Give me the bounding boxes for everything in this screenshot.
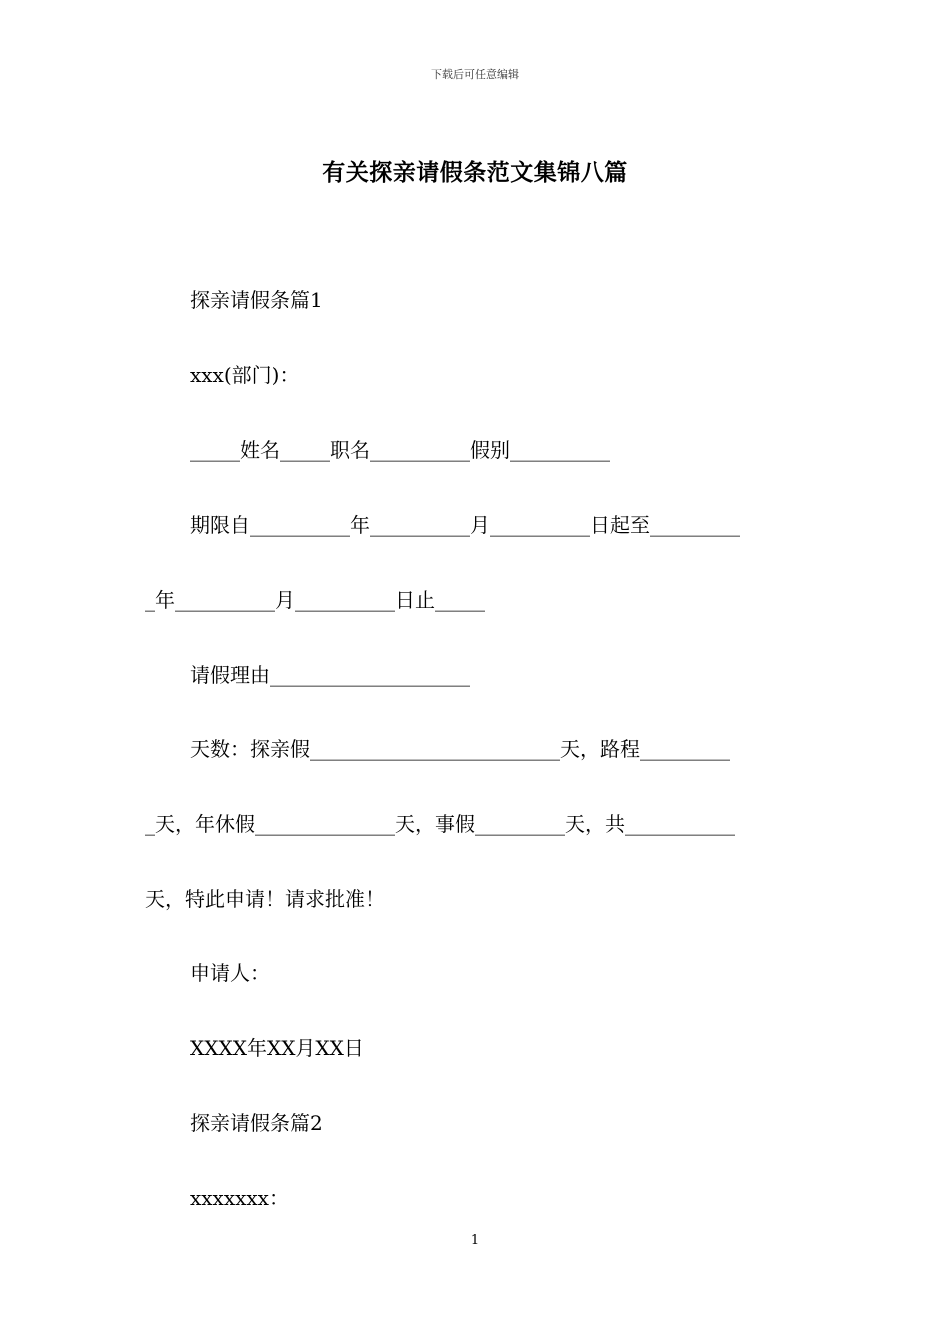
- applicant-line: 申请人：: [190, 961, 270, 985]
- period-end-line: _年__________月__________日止_____: [145, 588, 485, 612]
- document-title: 有关探亲请假条范文集锦八篇: [322, 159, 628, 186]
- header-note: 下载后可任意编辑: [431, 68, 519, 81]
- days-line: 天数：探亲假_________________________天，路程_________: [190, 737, 730, 761]
- section-heading-2: 探亲请假条篇2: [190, 1111, 323, 1135]
- date-line: XXXX年XX月XX日: [190, 1036, 364, 1060]
- period-start-line: 期限自__________年__________月__________日起至_________: [190, 513, 740, 537]
- days-continued-line: _天，年休假______________天，事假_________天，共___________: [145, 812, 735, 836]
- name-position-line: _____姓名_____职名__________假别__________: [190, 438, 610, 462]
- addressee-line: xxx(部门)：: [190, 363, 300, 387]
- addressee-line-2: xxxxxxx：: [190, 1186, 289, 1210]
- section-heading-1: 探亲请假条篇1: [190, 288, 323, 312]
- request-line: 天，特此申请！请求批准！: [145, 887, 385, 911]
- reason-line: 请假理由____________________: [190, 663, 470, 687]
- page-number: 1: [470, 1233, 480, 1248]
